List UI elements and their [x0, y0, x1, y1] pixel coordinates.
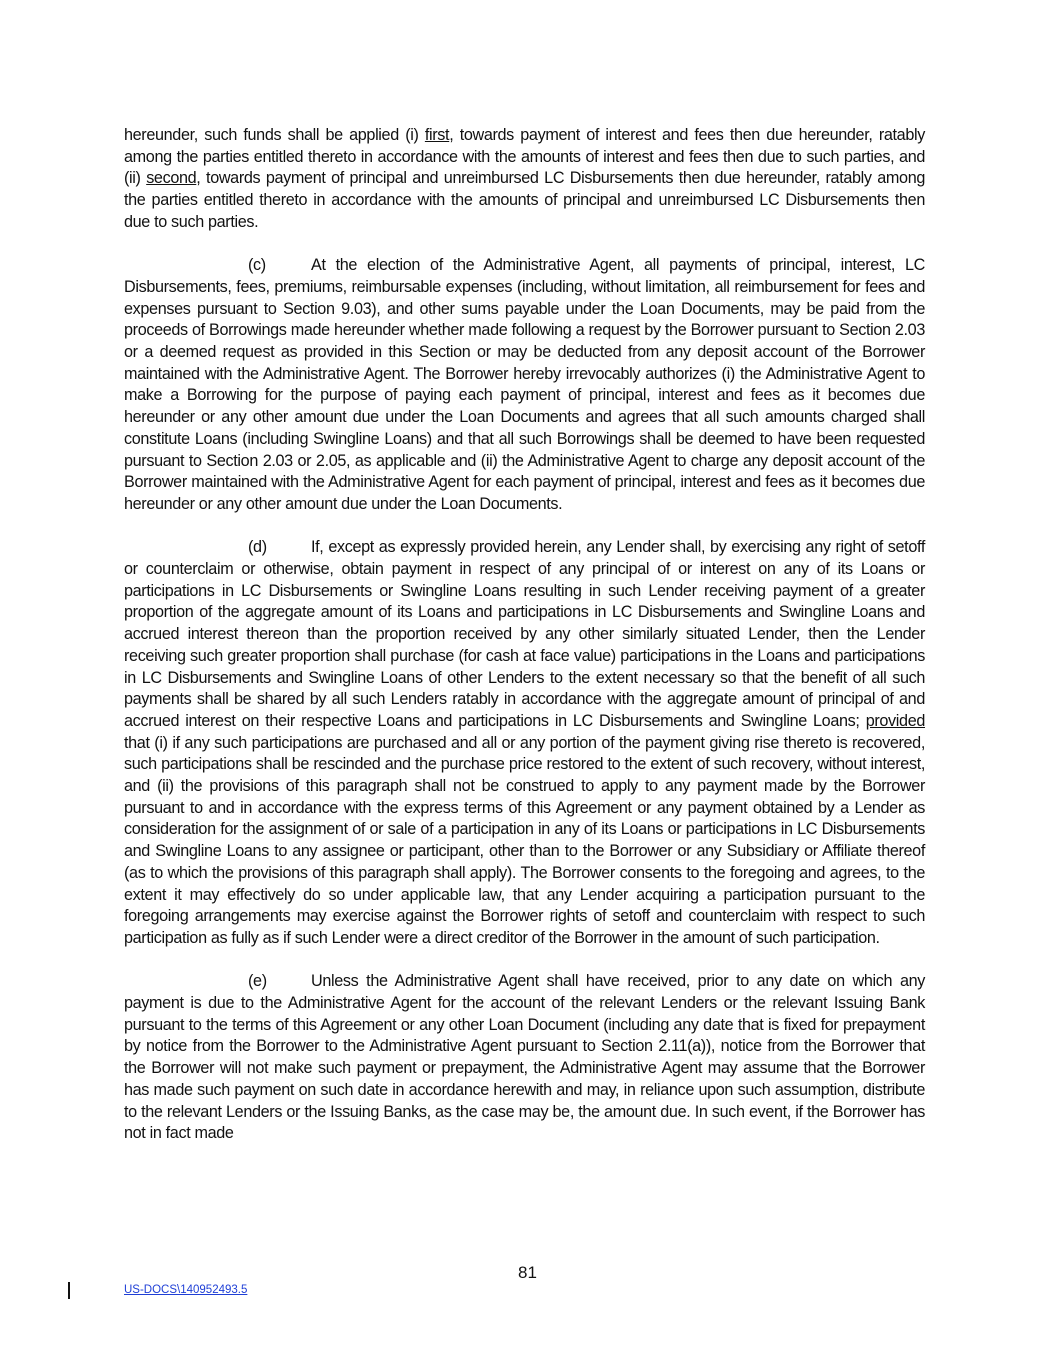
text-run: If, except as expressly provided herein, any Lender shall, by exercising any right of setoff or counterclaim or otherwise, obtain payment in respect of any principal of or interest on any of its Loans or participations in LC Disbursements or Swingline Loans resulting in such Lender receiving payment of a greater proportion of the aggregate amount of its Loans and participations in LC Disbursements and Swingline Loans and accrued interest thereon than the proportion received by any other similarly situated Lender, then the Lender receiving such greater proportion shall purchase (for cash at face value) participations in the Loans and participations in LC Disbursements and Swingline Loans of other Lenders to the extent necessary so that the benefit of all such payments shall be shared by all such Lenders ratably in accordance with the aggregate amount of principal of and accrued interest on their respective Loans and participations in LC Disbursements and Swingline Loans; [124, 538, 925, 730]
text-run: that (i) if any such participations are purchased and all or any portion of the payment giving rise thereto is recovered, such participations shall be rescinded and the purchase price restored to the extent of such recovery, without interest, and (ii) the provisions of this paragraph shall not be construed to apply to any payment made by the Borrower pursuant to and in accordance with the express terms of this Agreement or any payment obtained by a Lender as consideration for the assignment of or sale of a participation in any of its Loans or participations in LC Disbursements and Swingline Loans to any assignee or participant, other than to the Borrower or any Subsidiary or Affiliate thereof (as to which the provisions of this paragraph shall apply). The Borrower consents to the foregoing and agrees, to the extent it may effectively do so under applicable law, that any Lender acquiring a participation pursuant to the foregoing arrangements may exercise against the Borrower rights of setoff and counterclaim with respect to such participation as fully as if such Lender were a direct creditor of the Borrower in the amount of such participation. [124, 733, 925, 947]
text-run: At the election of the Administrative Agent, all payments of principal, interest, LC Disbursements, fees, premiums, reimbursable expenses (including, without limitation, all reimbursement for fees and expenses pursuant to Section 9.03), and other sums payable under the Loan Documents, may be paid from the proceeds of Borrowings made hereunder whether made following a request by the Borrower pursuant to Section 2.03 or a deemed request as provided in this Section or may be deducted from any deposit account of the Borrower maintained with the Administrative Agent. The Borrower hereby irrevocably authorizes (i) the Administrative Agent to make a Borrowing for the purpose of paying each payment of principal, interest and fees as it becomes due hereunder or any other amount due under the Loan Documents and agrees that all such amounts charged shall constitute Loans (including Swingline Loans) and that all such Borrowings shall be deemed to have been requested pursuant to Section 2.03 or 2.05, as applicable and (ii) the Administrative Agent to charge any deposit account of the Borrower maintained with the Administrative Agent for each payment of principal, interest and fees as it becomes due hereunder or any other amount due under the Loan Documents. [124, 256, 925, 513]
text-run: hereunder, such funds shall be applied (i) [124, 126, 425, 144]
page-number: 81 [518, 1263, 537, 1282]
change-bar [68, 1282, 70, 1299]
text-run: , towards payment of interest and fees then due hereunder, ratably among the parties entitled thereto in accordance with the amounts of interest and fees then due to such parties, and (ii) [124, 126, 925, 188]
paragraph-e [124, 971, 925, 1145]
paragraph-label: (d) [248, 538, 267, 557]
paragraph-c [124, 255, 925, 515]
underlined-term-second: second [146, 169, 197, 188]
paragraph-continuation [124, 125, 925, 234]
document-id-link[interactable]: US-DOCS\140952493.5 [124, 1284, 248, 1296]
text-run: , towards payment of principal and unreimbursed LC Disbursements then due hereunder, ratably among the parties entitled thereto in accordance with the amounts of principal and unreimbursed LC Disbursements then due to such parties. [124, 169, 926, 231]
underlined-term-first: first [424, 126, 450, 144]
paragraph-d [124, 537, 925, 949]
underlined-term-provided: provided [865, 711, 925, 730]
text-run: Unless the Administrative Agent shall have received, prior to any date on which any payment is due to the Administrative Agent for the account of the relevant Lenders or the relevant Issuing Bank pursuant to the terms of this Agreement or any other Loan Document (including any date that is fixed for prepayment by notice from the Borrower to the Administrative Agent pursuant to Section 2.11(a)), notice from the Borrower that the Borrower will not make such payment or prepayment, the Administrative Agent may assume that the Borrower has made such payment on such date in accordance herewith and may, in reliance upon such assumption, distribute to the relevant Lenders or the Issuing Banks, as the case may be, the amount due. In such event, if the Borrower has not in fact made [124, 972, 925, 1143]
document-body [124, 125, 925, 1167]
paragraph-label: (e) [248, 972, 267, 991]
paragraph-label: (c) [248, 256, 266, 275]
